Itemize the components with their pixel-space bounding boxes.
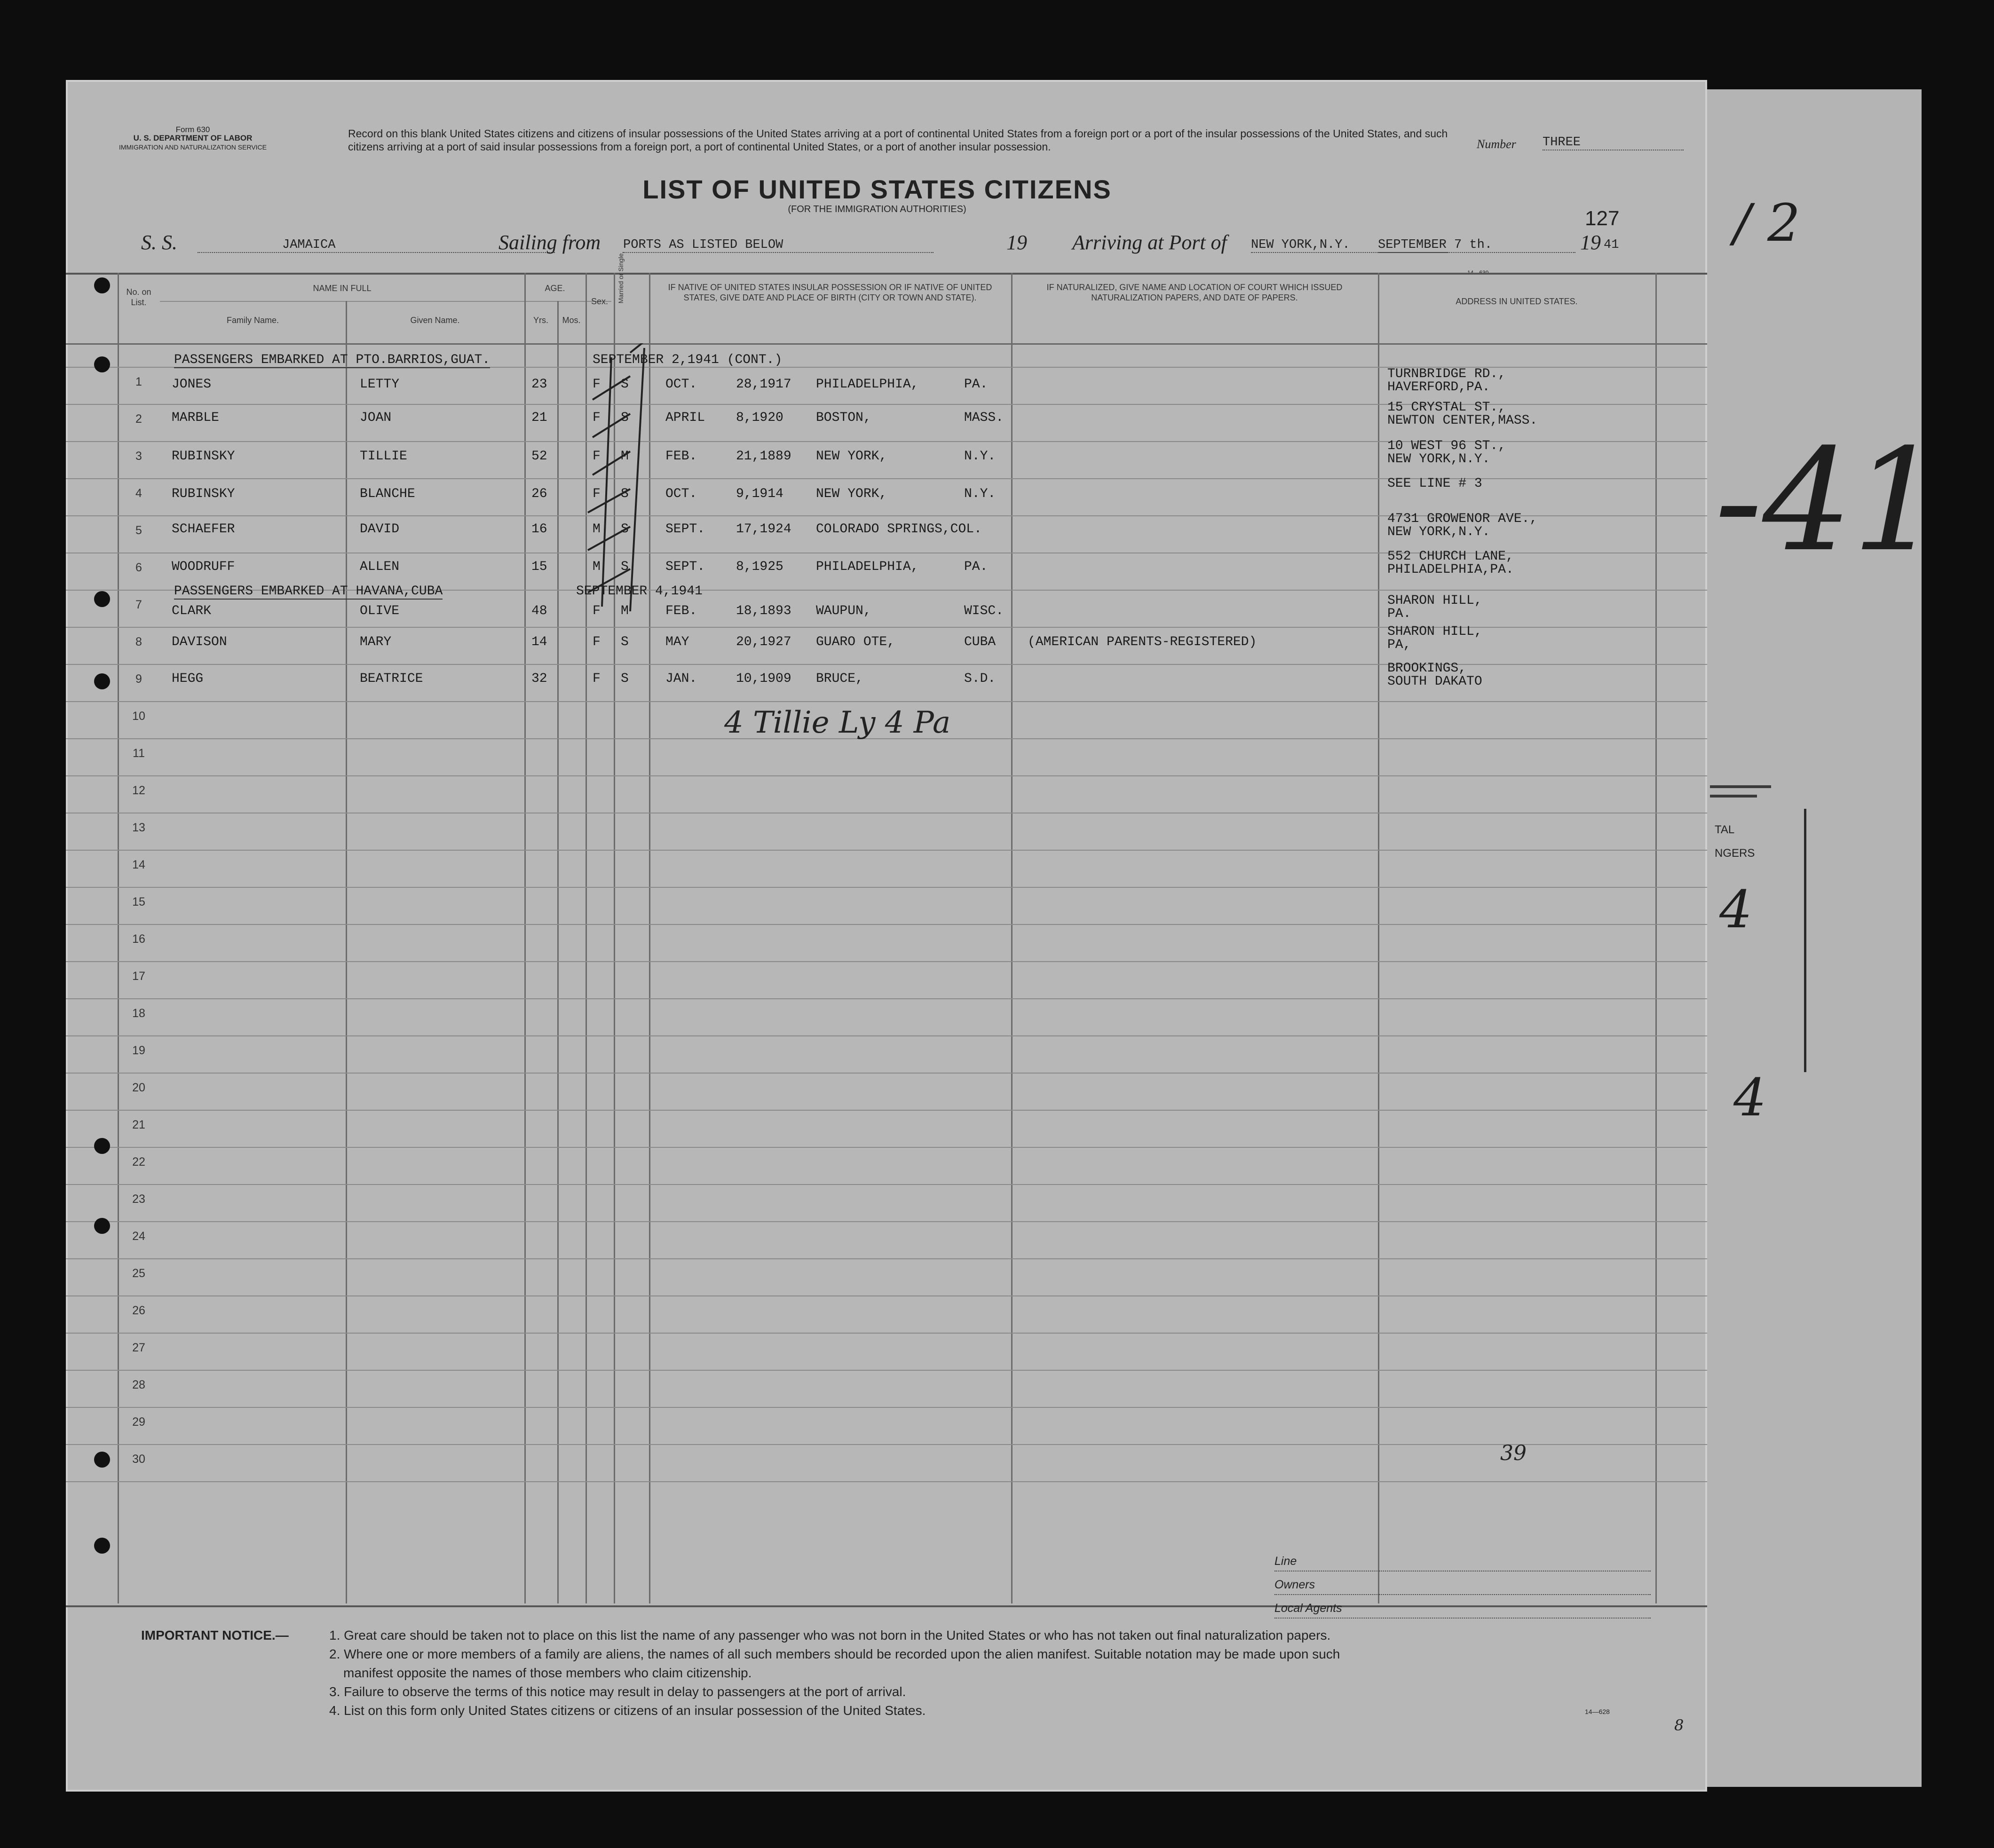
line-number: 26 <box>132 1304 145 1317</box>
passenger-birth-state: S.D. <box>964 671 996 686</box>
passenger-birth-city: PHILADELPHIA, <box>816 560 919 574</box>
line-number: 13 <box>132 821 145 834</box>
passenger-address-line-1: SEE LINE # 3 <box>1387 476 1482 491</box>
header-no: No. on List. <box>126 287 151 307</box>
citizen-list-form <box>66 80 1707 1792</box>
passenger-birth-city: PHILADELPHIA, <box>816 377 919 392</box>
line-number: 3 <box>135 450 142 463</box>
passenger-age: 16 <box>531 522 547 537</box>
line-number: 14 <box>132 858 145 871</box>
passenger-birth-city: WAUPUN, <box>816 604 871 618</box>
punch-hole <box>94 1138 110 1154</box>
passenger-address-line-1: 4731 GROWENOR AVE., <box>1387 512 1538 526</box>
passenger-birth-date: 28,1917 <box>736 377 791 392</box>
line-number: 25 <box>132 1267 145 1280</box>
ss-label: S. S. <box>141 231 177 254</box>
number-label: Number <box>1477 137 1516 151</box>
owners-label-text: Owners <box>1274 1578 1315 1591</box>
passenger-birth-month: FEB. <box>665 604 697 618</box>
passenger-birth-month: MAY <box>665 635 689 649</box>
line-number: 28 <box>132 1378 145 1391</box>
passenger-family-name: RUBINSKY <box>172 487 235 501</box>
passenger-marital-status: S <box>621 560 629 574</box>
line-number: 24 <box>132 1230 145 1243</box>
passenger-birth-date: 21,1889 <box>736 449 791 464</box>
line-number: 10 <box>132 710 145 723</box>
passenger-age: 52 <box>531 449 547 464</box>
row-rule <box>66 1035 1707 1036</box>
passenger-given-name: TILLIE <box>360 449 407 464</box>
punch-hole <box>94 277 110 293</box>
passenger-address-line-1: SHARON HILL, <box>1387 593 1482 608</box>
col-line-natz <box>1378 273 1379 1603</box>
year-prefix-1: 19 <box>1006 231 1027 254</box>
tally-mark-9 <box>630 348 644 611</box>
passenger-birth-month: OCT. <box>665 377 697 392</box>
passenger-birth-state: N.Y. <box>964 449 996 464</box>
passenger-address-line-1: 10 WEST 96 ST., <box>1387 439 1506 453</box>
back-handwriting-41: -41 <box>1715 419 1942 583</box>
row-rule <box>66 1481 1707 1482</box>
passenger-birth-state: N.Y. <box>964 487 996 501</box>
line-number: 5 <box>135 524 142 537</box>
passenger-birth-date: 20,1927 <box>736 635 791 649</box>
notice-1: 1. Great care should be taken not to place on this list the name of any passenger who was not born in the United States or who has not taken out final naturalization papers. <box>329 1628 1331 1643</box>
passenger-address-line-2: PHILADELPHIA,PA. <box>1387 562 1514 577</box>
agents-label-text: Local Agents <box>1274 1602 1342 1615</box>
passenger-family-name: JONES <box>172 377 212 392</box>
line-number: 15 <box>132 895 145 908</box>
header-address: ADDRESS IN UNITED STATES. <box>1456 297 1578 306</box>
section-1-date: SEPTEMBER 2,1941 (CONT.) <box>593 353 783 367</box>
section-1-label: PASSENGERS EMBARKED AT PTO.BARRIOS,GUAT. <box>174 353 491 367</box>
name-subheader-line <box>160 301 611 302</box>
passenger-sex: F <box>593 377 601 392</box>
line-number: 6 <box>135 561 142 574</box>
passenger-naturalization: (AMERICAN PARENTS-REGISTERED) <box>1028 635 1257 649</box>
notice-4: 4. List on this form only United States citizens or citizens of an insular possession of the United States. <box>329 1703 926 1718</box>
passenger-family-name: WOODRUFF <box>172 560 235 574</box>
passenger-birth-city: GUARO OTE, <box>816 635 895 649</box>
passenger-birth-date: 8,1925 <box>736 560 783 574</box>
form-code: 14—630 <box>1467 269 1489 276</box>
row-rule <box>66 850 1707 851</box>
passenger-address-line-1: 15 CRYSTAL ST., <box>1387 400 1506 415</box>
punch-hole <box>94 1538 110 1554</box>
header-sex: Sex. <box>591 297 609 306</box>
tally-mark-3 <box>593 414 630 437</box>
tally-mark-5 <box>588 489 630 513</box>
passenger-address-line-2: NEWTON CENTER,MASS. <box>1387 413 1538 428</box>
form-title: LIST OF UNITED STATES CITIZENS <box>642 174 1112 204</box>
back-rule-2 <box>1710 795 1757 798</box>
col-line-birth <box>1011 273 1013 1603</box>
row-rule <box>66 924 1707 925</box>
passenger-address-line-2: HAVERFORD,PA. <box>1387 380 1490 395</box>
row-rule <box>66 1258 1707 1259</box>
passenger-marital-status: S <box>621 671 629 686</box>
passenger-age: 21 <box>531 411 547 425</box>
col-line-family <box>346 301 347 1603</box>
col-line-address <box>1655 273 1657 1603</box>
tally-mark-1 <box>630 343 654 353</box>
row-rule <box>66 701 1707 702</box>
passenger-birth-state: PA. <box>964 560 988 574</box>
section-2-date: SEPTEMBER 4,1941 <box>576 584 703 599</box>
passenger-address-line-2: SOUTH DAKATO <box>1387 674 1482 689</box>
row-rule <box>66 775 1707 776</box>
line-number: 8 <box>135 635 142 648</box>
tally-mark-6 <box>588 527 630 550</box>
passenger-given-name: LETTY <box>360 377 400 392</box>
form-intro: Record on this blank United States citizens and citizens of insular possessions of the United States arriving at a port of continental United States from a foreign port or a port of the insular possessions of the United States, and such citizens arriving at a port of said insular possessions from a foreign port, a port of continental United States, or a port of another insular possession. <box>348 127 1448 153</box>
passenger-address-line-1: SHARON HILL, <box>1387 624 1482 639</box>
passenger-birth-month: APRIL <box>665 411 705 425</box>
line-number: 16 <box>132 932 145 946</box>
col-line-yrs <box>557 301 559 1603</box>
corner-number: 8 <box>1674 1716 1684 1734</box>
header-birth: IF NATIVE OF UNITED STATES INSULAR POSSESSION OR IF NATIVE OF UNITED STATES, GIVE DATE AND PLACE OF BIRTH (CITY OR TOWN AND STATE). <box>668 283 992 302</box>
line-number: 7 <box>135 598 142 611</box>
row-rule <box>66 998 1707 999</box>
line-number: 27 <box>132 1341 145 1354</box>
row-rule <box>66 1370 1707 1371</box>
row-rule <box>66 1110 1707 1111</box>
passenger-address-line-1: BROOKINGS, <box>1387 661 1467 676</box>
passenger-birth-month: FEB. <box>665 449 697 464</box>
passenger-sex: F <box>593 671 601 686</box>
passenger-marital-status: S <box>621 411 629 425</box>
passenger-birth-city: NEW YORK, <box>816 487 887 501</box>
passenger-family-name: MARBLE <box>172 411 219 425</box>
passenger-family-name: DAVISON <box>172 635 227 649</box>
passenger-address-line-1: 552 CHURCH LANE, <box>1387 549 1514 564</box>
punch-hole <box>94 1452 110 1468</box>
row-rule <box>66 1221 1707 1222</box>
passenger-birth-date: 18,1893 <box>736 604 791 618</box>
arriving-label: Arriving at Port of <box>1072 231 1227 254</box>
arrival-date: SEPTEMBER 7 th. <box>1378 238 1575 253</box>
header-married: Married or Single. <box>617 251 625 304</box>
row-rule <box>66 1444 1707 1445</box>
passenger-age: 15 <box>531 560 547 574</box>
tally-mark-4 <box>593 451 630 475</box>
passenger-family-name: RUBINSKY <box>172 449 235 464</box>
line-number: 30 <box>132 1453 145 1466</box>
passenger-sex: F <box>593 411 601 425</box>
header-family-name: Family Name. <box>226 316 279 325</box>
section-2-label: PASSENGERS EMBARKED AT HAVANA,CUBA <box>174 584 443 599</box>
row-rule <box>66 1333 1707 1334</box>
agents-label <box>1274 1599 1651 1619</box>
passenger-birth-city: BOSTON, <box>816 411 871 425</box>
year-prefix-2: 19 <box>1580 231 1601 254</box>
header-name-in-full: NAME IN FULL <box>313 284 372 293</box>
sailing-from: PORTS AS LISTED BELOW <box>623 238 934 253</box>
passenger-marital-status: M <box>621 604 629 618</box>
passenger-given-name: JOAN <box>360 411 392 425</box>
back-handwriting-4: 4 <box>1733 1067 1766 1128</box>
passenger-sex: F <box>593 449 601 464</box>
number-value: THREE <box>1543 135 1684 150</box>
notice-2a: 2. Where one or more members of a family are aliens, the names of all such members should be recorded upon the alien manifest. Suitable notation may be made upon such <box>329 1647 1340 1661</box>
passenger-birth-month: JAN. <box>665 671 697 686</box>
line-number: 12 <box>132 784 145 797</box>
passenger-birth-month: SEPT. <box>665 560 705 574</box>
passenger-address-line-2: NEW YORK,N.Y. <box>1387 525 1490 539</box>
passenger-family-name: HEGG <box>172 671 204 686</box>
passenger-birth-date: 8,1920 <box>736 411 783 425</box>
row-rule <box>66 1147 1707 1148</box>
notice-3: 3. Failure to observe the terms of this notice may result in delay to passengers at the port of arrival. <box>329 1684 906 1699</box>
passenger-age: 14 <box>531 635 547 649</box>
ship-name: JAMAICA <box>198 238 555 253</box>
line-number: 21 <box>132 1118 145 1131</box>
punch-hole <box>94 356 110 372</box>
row-rule <box>66 1407 1707 1408</box>
passenger-address-line-2: PA. <box>1387 607 1411 621</box>
footer-code: 14—628 <box>1585 1708 1610 1715</box>
handwritten-count: 39 <box>1500 1441 1527 1465</box>
back-sheet <box>1674 89 1942 1787</box>
back-handwriting-top: / 2 <box>1733 193 1801 253</box>
line-label <box>1274 1552 1651 1572</box>
passenger-given-name: DAVID <box>360 522 400 537</box>
passenger-given-name: ALLEN <box>360 560 400 574</box>
passenger-sex: F <box>593 635 601 649</box>
passenger-sex: M <box>593 560 601 574</box>
passenger-birth-state: WISC. <box>964 604 1004 618</box>
passenger-given-name: MARY <box>360 635 392 649</box>
row-rule <box>66 887 1707 888</box>
row-rule <box>66 1295 1707 1296</box>
passenger-address-line-2: PA, <box>1387 638 1411 652</box>
passenger-family-name: SCHAEFER <box>172 522 235 537</box>
notice-2b: manifest opposite the names of those members who claim citizenship. <box>343 1666 752 1680</box>
arriving-port: NEW YORK,N.Y. <box>1251 238 1448 253</box>
header-given-name: Given Name. <box>410 316 460 325</box>
tally-mark-7 <box>588 569 630 592</box>
passenger-birth-date: 10,1909 <box>736 671 791 686</box>
handwritten-note: 4 Tillie Ly 4 Pa <box>724 705 951 740</box>
header-age: AGE. <box>545 284 565 293</box>
form-department: U. S. DEPARTMENT OF LABOR <box>133 134 253 142</box>
passenger-marital-status: S <box>621 522 629 537</box>
passenger-birth-city: NEW YORK, <box>816 449 887 464</box>
owners-label <box>1274 1575 1651 1595</box>
row-rule <box>66 1184 1707 1185</box>
row-rule <box>66 1073 1707 1074</box>
line-number: 23 <box>132 1193 145 1206</box>
header-yrs: Yrs. <box>533 316 548 325</box>
header-divider <box>66 343 1707 345</box>
passenger-sex: F <box>593 604 601 618</box>
line-number: 9 <box>135 672 142 686</box>
passenger-birth-city: COLORADO SPRINGS,COL. <box>816 522 982 537</box>
passenger-birth-city: BRUCE, <box>816 671 863 686</box>
passenger-given-name: OLIVE <box>360 604 400 618</box>
line-label-text: Line <box>1274 1555 1297 1568</box>
line-number: 20 <box>132 1081 145 1094</box>
passenger-birth-state: PA. <box>964 377 988 392</box>
passenger-age: 23 <box>531 377 547 392</box>
sailing-label: Sailing from <box>498 231 601 254</box>
passenger-age: 26 <box>531 487 547 501</box>
back-handwriting-mark: 4 <box>1719 879 1752 940</box>
passenger-marital-status: S <box>621 487 629 501</box>
back-word-tal: TAL <box>1715 823 1735 836</box>
line-number: 1 <box>135 375 142 388</box>
form-subtitle: (FOR THE IMMIGRATION AUTHORITIES) <box>788 204 966 214</box>
form-number: Form 630 <box>175 125 210 134</box>
form-service: IMMIGRATION AND NATURALIZATION SERVICE <box>119 143 267 151</box>
passenger-marital-status: M <box>621 449 629 464</box>
line-number: 11 <box>133 747 145 760</box>
passenger-marital-status: S <box>621 635 629 649</box>
passenger-address-line-2: NEW YORK,N.Y. <box>1387 452 1490 466</box>
punch-hole <box>94 1218 110 1234</box>
line-number: 18 <box>132 1007 145 1020</box>
row-rule <box>66 961 1707 962</box>
header-mos: Mos. <box>562 316 581 325</box>
passenger-sex: F <box>593 487 601 501</box>
passenger-birth-month: OCT. <box>665 487 697 501</box>
notice-title: IMPORTANT NOTICE.— <box>141 1628 289 1643</box>
tally-marks <box>560 343 682 766</box>
passenger-family-name: CLARK <box>172 604 212 618</box>
line-number: 2 <box>135 412 142 426</box>
passenger-sex: M <box>593 522 601 537</box>
back-word-ngers: NGERS <box>1715 847 1755 860</box>
back-rule-1 <box>1710 785 1771 788</box>
passenger-age: 48 <box>531 604 547 618</box>
passenger-given-name: BLANCHE <box>360 487 415 501</box>
col-line-no <box>118 273 119 1603</box>
passenger-given-name: BEATRICE <box>360 671 423 686</box>
passenger-birth-state: MASS. <box>964 411 1004 425</box>
line-number: 4 <box>135 487 142 500</box>
passenger-age: 32 <box>531 671 547 686</box>
col-line-given <box>524 273 526 1603</box>
arrival-year: 41 <box>1604 238 1619 252</box>
punch-hole <box>94 673 110 689</box>
passenger-address-line-1: TURNBRIDGE RD., <box>1387 367 1506 381</box>
passenger-birth-date: 17,1924 <box>736 522 791 537</box>
line-number: 17 <box>132 970 145 983</box>
passenger-birth-state: CUBA <box>964 635 996 649</box>
passenger-birth-month: SEPT. <box>665 522 705 537</box>
passenger-birth-date: 9,1914 <box>736 487 783 501</box>
header-naturalized: IF NATURALIZED, GIVE NAME AND LOCATION OF COURT WHICH ISSUED NATURALIZATION PAPERS, AND DATE OF PAPERS. <box>1046 283 1343 302</box>
line-number: 22 <box>132 1155 145 1169</box>
tally-mark-8 <box>602 357 611 607</box>
line-number: 29 <box>132 1415 145 1429</box>
passenger-marital-status: S <box>621 377 629 392</box>
line-number: 19 <box>132 1044 145 1057</box>
punch-hole <box>94 591 110 607</box>
page-number: 127 <box>1585 207 1620 230</box>
